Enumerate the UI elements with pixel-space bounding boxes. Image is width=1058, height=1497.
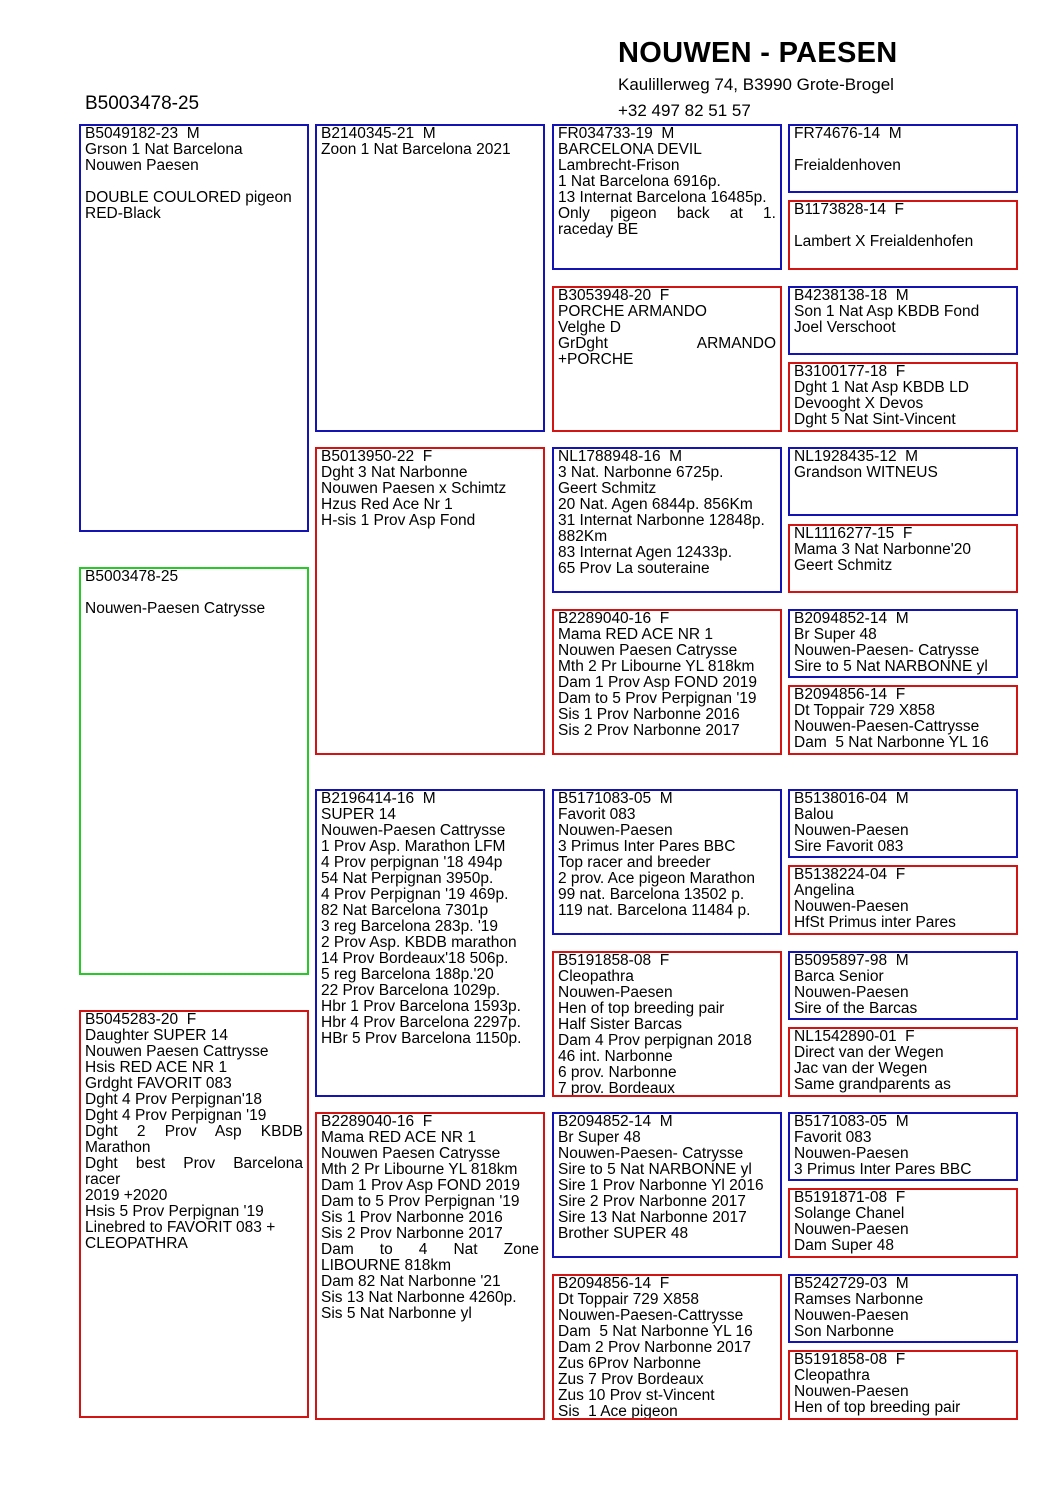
pedigree-line: Direct van der Wegen	[794, 1044, 944, 1061]
pedigree-line: CLEOPATHRA	[85, 1235, 188, 1252]
pedigree-line: raceday BE	[558, 221, 639, 238]
pedigree-line: SUPER 14	[321, 806, 396, 823]
pedigree-line: Hen of top breeding pair	[794, 1399, 961, 1416]
pedigree-line: Zus 6Prov Narbonne	[558, 1355, 702, 1372]
pedigree-line: Nouwen-Paesen	[794, 822, 909, 839]
pedigree-box-sire-dam	[315, 447, 545, 755]
pedigree-line: 119 nat. Barcelona 11484 p.	[558, 902, 751, 919]
pedigree-line: Hsis 5 Prov Perpignan '19	[85, 1203, 264, 1220]
pedigree-line: Ramses Narbonne	[794, 1291, 924, 1308]
ring-number: NL1928435-12 M	[794, 448, 919, 465]
ring-number: B5191858-08 F	[794, 1351, 906, 1368]
pedigree-line: 4 Prov Perpignan '19 469p.	[321, 886, 509, 903]
pedigree-line: DOUBLE COULORED pigeon	[85, 189, 292, 206]
pedigree-line: Only pigeon back at 1.	[558, 205, 776, 222]
ring-number: B3100177-18 F	[794, 363, 906, 380]
pedigree-box-sdss	[788, 447, 1018, 516]
pedigree-line: Dam to 5 Prov Perpignan '19	[558, 690, 757, 707]
pedigree-line: Freialdenhoven	[794, 157, 901, 174]
pedigree-line: Dght 4 Prov Perpignan'18	[85, 1091, 263, 1108]
pedigree-line: Mama RED ACE NR 1	[321, 1129, 477, 1146]
pedigree-line: Nouwen Paesen	[85, 157, 199, 174]
pedigree-line: Same grandparents as	[794, 1076, 951, 1093]
pedigree-line: Mth 2 Pr Libourne YL 818km	[558, 658, 755, 675]
pedigree-line: Lambert X Freialdenhofen	[794, 233, 974, 250]
pedigree-box-sddd	[788, 685, 1018, 755]
pedigree-line: Dght 1 Nat Asp KBDB LD	[794, 379, 969, 396]
pedigree-line: Br Super 48	[558, 1129, 641, 1146]
pedigree-line: 22 Prov Barcelona 1029p.	[321, 982, 501, 999]
pedigree-line: HBr 5 Prov Barcelona 1150p.	[321, 1030, 522, 1047]
pedigree-line: Cleopathra	[558, 968, 634, 985]
pedigree-line: Jac van der Wegen	[794, 1060, 928, 1077]
ring-number: FR034733-19 M	[558, 125, 675, 142]
pedigree-line: Son 1 Nat Asp KBDB Fond	[794, 303, 980, 320]
pedigree-line: Half Sister Barcas	[558, 1016, 683, 1033]
pedigree-box-sdd	[552, 609, 782, 755]
pedigree-line: Grdght FAVORIT 083	[85, 1075, 232, 1092]
pedigree-line: Sis 1 Prov Narbonne 2016	[558, 706, 740, 723]
pedigree-box-dsss	[788, 789, 1018, 858]
pedigree-line: 3 reg Barcelona 283p. '19	[321, 918, 499, 935]
ring-number: NL1542890-01 F	[794, 1028, 915, 1045]
pedigree-line	[85, 585, 303, 601]
pedigree-line: 882Km	[558, 528, 608, 545]
pedigree-line: 65 Prov La souteraine	[558, 560, 710, 577]
pedigree-line: Nouwen-Paesen	[558, 822, 673, 839]
pedigree-line: Nouwen-Paesen-Cattrysse	[794, 718, 980, 735]
pedigree-line: racer	[85, 1171, 121, 1188]
pedigree-box-sire-sire	[315, 124, 545, 432]
pedigree-line: Nouwen-Paesen	[794, 1145, 909, 1162]
pedigree-box-dam-dam	[315, 1112, 545, 1420]
pedigree-line: Hen of top breeding pair	[558, 1000, 725, 1017]
pedigree-line: 31 Internat Narbonne 12848p.	[558, 512, 765, 529]
pedigree-line: Daughter SUPER 14	[85, 1027, 229, 1044]
pedigree-line: 99 nat. Barcelona 13502 p.	[558, 886, 745, 903]
pedigree-line: Dam 4 Prov perpignan 2018	[558, 1032, 752, 1049]
pedigree-line: Nouwen Paesen Catrysse	[558, 642, 738, 659]
pedigree-line: Dam to 4 Nat Zone	[321, 1241, 539, 1258]
pedigree-box-sire	[79, 124, 309, 532]
pedigree-line: Nouwen Paesen Cattrysse	[85, 1043, 269, 1060]
ring-number: B2196414-16 M	[321, 790, 436, 807]
pedigree-line: Dght best Prov Barcelona	[85, 1155, 303, 1172]
ring-number: B5242729-03 M	[794, 1275, 909, 1292]
ring-number: B2094852-14 M	[794, 610, 909, 627]
ring-number: B2094856-14 F	[794, 686, 906, 703]
pedigree-line: Dt Toppair 729 X858	[558, 1291, 700, 1308]
pedigree-line: Devooght X Devos	[794, 395, 924, 412]
pedigree-box-dsds	[788, 951, 1018, 1020]
pedigree-box-ddsd	[788, 1188, 1018, 1258]
pedigree-line: Favorit 083	[794, 1129, 872, 1146]
pedigree-line: Dam 1 Prov Asp FOND 2019	[321, 1177, 520, 1194]
pedigree-line	[794, 218, 1012, 234]
pedigree-line: Lambrecht-Frison	[558, 157, 680, 174]
ring-number: B5191871-08 F	[794, 1189, 906, 1206]
pedigree-line: Nouwen Paesen x Schimtz	[321, 480, 507, 497]
pedigree-line: 3 Nat. Narbonne 6725p.	[558, 464, 724, 481]
pedigree-box-ddd	[552, 1274, 782, 1420]
pedigree-line: Sire to 5 Nat NARBONNE yl	[794, 658, 988, 675]
pedigree-line: Angelina	[794, 882, 855, 899]
pedigree-line: Grandson WITNEUS	[794, 464, 938, 481]
ring-number: B5138224-04 F	[794, 866, 906, 883]
pedigree-line: Linebred to FAVORIT 083 +	[85, 1219, 276, 1236]
pedigree-line: RED-Black	[85, 205, 161, 222]
pedigree-line: Nouwen Paesen Catrysse	[321, 1145, 501, 1162]
pedigree-line: 2 prov. Ace pigeon Marathon	[558, 870, 756, 887]
pedigree-line: Nouwen-Paesen Catrysse	[85, 600, 266, 617]
pedigree-line: Dght 5 Nat Sint-Vincent	[794, 411, 956, 428]
ring-number: B5171083-05 M	[558, 790, 673, 807]
pedigree-line: Hbr 4 Prov Barcelona 2297p.	[321, 1014, 521, 1031]
pedigree-line: Sire 13 Nat Narbonne 2017	[558, 1209, 747, 1226]
pedigree-line: Sire 1 Prov Narbonne Yl 2016	[558, 1177, 764, 1194]
pedigree-line: 1 Nat Barcelona 6916p.	[558, 173, 721, 190]
ring-number: NL1116277-15 F	[794, 525, 913, 542]
pedigree-line: Geert Schmitz	[794, 557, 893, 574]
pedigree-ring-number: B5003478-25	[85, 93, 200, 114]
pedigree-line: Sire Favorit 083	[794, 838, 904, 855]
pedigree-line: Nouwen-Paesen	[558, 984, 673, 1001]
pedigree-line: Nouwen-Paesen Cattrysse	[321, 822, 506, 839]
pedigree-line: Joel Verschoot	[794, 319, 896, 336]
pedigree-line: Zus 7 Prov Bordeaux	[558, 1371, 704, 1388]
pedigree-line: Top racer and breeder	[558, 854, 711, 871]
pedigree-line: Son Narbonne	[794, 1323, 894, 1340]
pedigree-box-ssss	[788, 124, 1018, 193]
pedigree-line: Dam 1 Prov Asp FOND 2019	[558, 674, 757, 691]
pedigree-box-ssds	[788, 286, 1018, 355]
ring-number: B1173828-14 F	[794, 201, 905, 218]
pedigree-line: Nouwen-Paesen-Cattrysse	[558, 1307, 744, 1324]
pedigree-line	[85, 174, 303, 190]
pedigree-line: GrDght ARMANDO	[558, 335, 776, 352]
pedigree-line: Sire to 5 Nat NARBONNE yl	[558, 1161, 752, 1178]
pedigree-line: 13 Internat Barcelona 16485p.	[558, 189, 767, 206]
pedigree-line	[794, 142, 1012, 158]
pedigree-line: Dt Toppair 729 X858	[794, 702, 936, 719]
pedigree-line: LIBOURNE 818km	[321, 1257, 452, 1274]
pedigree-line: 82 Nat Barcelona 7301p	[321, 902, 489, 919]
pedigree-line: +PORCHE	[558, 351, 634, 368]
pedigree-line: HfSt Primus inter Pares	[794, 914, 956, 931]
pedigree-line: 3 Primus Inter Pares BBC	[794, 1161, 972, 1178]
pedigree-box-ssd	[552, 286, 782, 432]
pedigree-box-dddd	[788, 1350, 1018, 1420]
ring-number: B2094856-14 F	[558, 1275, 670, 1292]
breeder-phone: +32 497 82 51 57	[618, 101, 751, 120]
ring-number: B5013950-22 F	[321, 448, 433, 465]
pedigree-line: 14 Prov Bordeaux'18 506p.	[321, 950, 509, 967]
pedigree-line: Balou	[794, 806, 834, 823]
pedigree-box-dds	[552, 1112, 782, 1258]
ring-number: B5049182-23 M	[85, 125, 200, 142]
pedigree-line: Nouwen-Paesen	[794, 898, 909, 915]
pedigree-line: 20 Nat. Agen 6844p. 856Km	[558, 496, 753, 513]
pedigree-box-ssdd	[788, 362, 1018, 432]
pedigree-line: Sis 5 Nat Narbonne yl	[321, 1305, 472, 1322]
pedigree-line: Dam to 5 Prov Perpignan '19	[321, 1193, 520, 1210]
pedigree-line: 2 Prov Asp. KBDB marathon	[321, 934, 517, 951]
pedigree-box-dsdd	[788, 1027, 1018, 1097]
ring-number: B5138016-04 M	[794, 790, 909, 807]
ring-number: FR74676-14 M	[794, 125, 902, 142]
pedigree-box-ddds	[788, 1274, 1018, 1343]
pedigree-line: 46 int. Narbonne	[558, 1048, 673, 1065]
ring-number: B5045283-20 F	[85, 1011, 197, 1028]
pedigree-box-sss	[552, 124, 782, 270]
pedigree-line: PORCHE ARMANDO	[558, 303, 707, 320]
pedigree-box-sdds	[788, 609, 1018, 678]
pedigree-line: 1 Prov Asp. Marathon LFM	[321, 838, 506, 855]
pedigree-line: Nouwen-Paesen	[794, 1307, 909, 1324]
pedigree-line: Nouwen-Paesen	[794, 1383, 909, 1400]
pedigree-line: Grson 1 Nat Barcelona	[85, 141, 243, 158]
pedigree-line: Dam Super 48	[794, 1237, 894, 1254]
pedigree-line: Sis 1 Ace pigeon	[558, 1403, 678, 1420]
pedigree-box-sdsd	[788, 524, 1018, 593]
ring-number: B5171083-05 M	[794, 1113, 909, 1130]
ring-number: B5191858-08 F	[558, 952, 670, 969]
pedigree-line: Sis 2 Prov Narbonne 2017	[321, 1225, 503, 1242]
pedigree-line: Br Super 48	[794, 626, 877, 643]
pedigree-line: 6 prov. Narbonne	[558, 1064, 677, 1081]
pedigree-line: Favorit 083	[558, 806, 636, 823]
pedigree-line: H-sis 1 Prov Asp Fond	[321, 512, 476, 529]
pedigree-line: Sire 2 Prov Narbonne 2017	[558, 1193, 746, 1210]
breeder-name: NOUWEN - PAESEN	[618, 37, 898, 69]
pedigree-line: Mama RED ACE NR 1	[558, 626, 714, 643]
pedigree-line: Solange Chanel	[794, 1205, 905, 1222]
pedigree-line: Zoon 1 Nat Barcelona 2021	[321, 141, 511, 158]
pedigree-box-dam	[79, 1010, 309, 1418]
ring-number: B3053948-20 F	[558, 287, 670, 304]
pedigree-box-sds	[552, 447, 782, 593]
breeder-address: Kaulillerweg 74, B3990 Grote-Brogel	[618, 75, 894, 94]
pedigree-box-dss	[552, 789, 782, 935]
pedigree-line: BARCELONA DEVIL	[558, 141, 702, 158]
pedigree-line: 5 reg Barcelona 188p.'20	[321, 966, 494, 983]
pedigree-line: 7 prov. Bordeaux	[558, 1080, 675, 1097]
pedigree-line: Nouwen-Paesen	[794, 984, 909, 1001]
pedigree-line: Geert Schmitz	[558, 480, 657, 497]
pedigree-line: Hbr 1 Prov Barcelona 1593p.	[321, 998, 521, 1015]
ring-number: B2289040-16 F	[321, 1113, 433, 1130]
pedigree-line: Dam 5 Nat Narbonne YL 16	[558, 1323, 753, 1340]
pedigree-box-dssd	[788, 865, 1018, 935]
pedigree-line: Nouwen-Paesen	[794, 1221, 909, 1238]
pedigree-line: 83 Internat Agen 12433p.	[558, 544, 733, 561]
pedigree-line: Zus 10 Prov st-Vincent	[558, 1387, 715, 1404]
pedigree-box-ddss	[788, 1112, 1018, 1181]
pedigree-line: Dam 2 Prov Narbonne 2017	[558, 1339, 752, 1356]
pedigree-line: Barca Senior	[794, 968, 884, 985]
pedigree-line: Velghe D	[558, 319, 621, 336]
pedigree-box-dsd	[552, 951, 782, 1097]
pedigree-line: Sire of the Barcas	[794, 1000, 918, 1017]
pedigree-line: Dght 4 Prov Perpignan '19	[85, 1107, 267, 1124]
pedigree-line: Hsis RED ACE NR 1	[85, 1059, 228, 1076]
pedigree-line: Hzus Red Ace Nr 1	[321, 496, 453, 513]
ring-number: B5095897-98 M	[794, 952, 909, 969]
pedigree-line: 54 Nat Perpignan 3950p.	[321, 870, 494, 887]
pedigree-line: Dght 3 Nat Narbonne	[321, 464, 468, 481]
pedigree-line: Sis 1 Prov Narbonne 2016	[321, 1209, 503, 1226]
pedigree-line: Sis 2 Prov Narbonne 2017	[558, 722, 740, 739]
pedigree-line: Nouwen-Paesen- Catrysse	[794, 642, 980, 659]
pedigree-line: 4 Prov perpignan '18 494p	[321, 854, 503, 871]
pedigree-line: Sis 13 Nat Narbonne 4260p.	[321, 1289, 517, 1306]
ring-number: B4238138-18 M	[794, 287, 909, 304]
pedigree-line: Mth 2 Pr Libourne YL 818km	[321, 1161, 518, 1178]
pedigree-line: Mama 3 Nat Narbonne'20	[794, 541, 972, 558]
pedigree-box-dam-sire	[315, 789, 545, 1097]
pedigree-line: Dam 5 Nat Narbonne YL 16	[794, 734, 989, 751]
pedigree-line: Dam 82 Nat Narbonne '21	[321, 1273, 501, 1290]
ring-number: B5003478-25	[85, 568, 179, 585]
pedigree-box-subject	[79, 567, 309, 975]
ring-number: B2094852-14 M	[558, 1113, 673, 1130]
pedigree-line: Brother SUPER 48	[558, 1225, 689, 1242]
ring-number: B2289040-16 F	[558, 610, 670, 627]
pedigree-line: Marathon	[85, 1139, 151, 1156]
pedigree-line: Nouwen-Paesen- Catrysse	[558, 1145, 744, 1162]
pedigree-line: 3 Primus Inter Pares BBC	[558, 838, 736, 855]
ring-number: NL1788948-16 M	[558, 448, 683, 465]
pedigree-line: Dght 2 Prov Asp KBDB	[85, 1123, 303, 1140]
ring-number: B2140345-21 M	[321, 125, 436, 142]
pedigree-line: 2019 +2020	[85, 1187, 168, 1204]
pedigree-line: Cleopathra	[794, 1367, 870, 1384]
pedigree-box-sssd	[788, 200, 1018, 270]
